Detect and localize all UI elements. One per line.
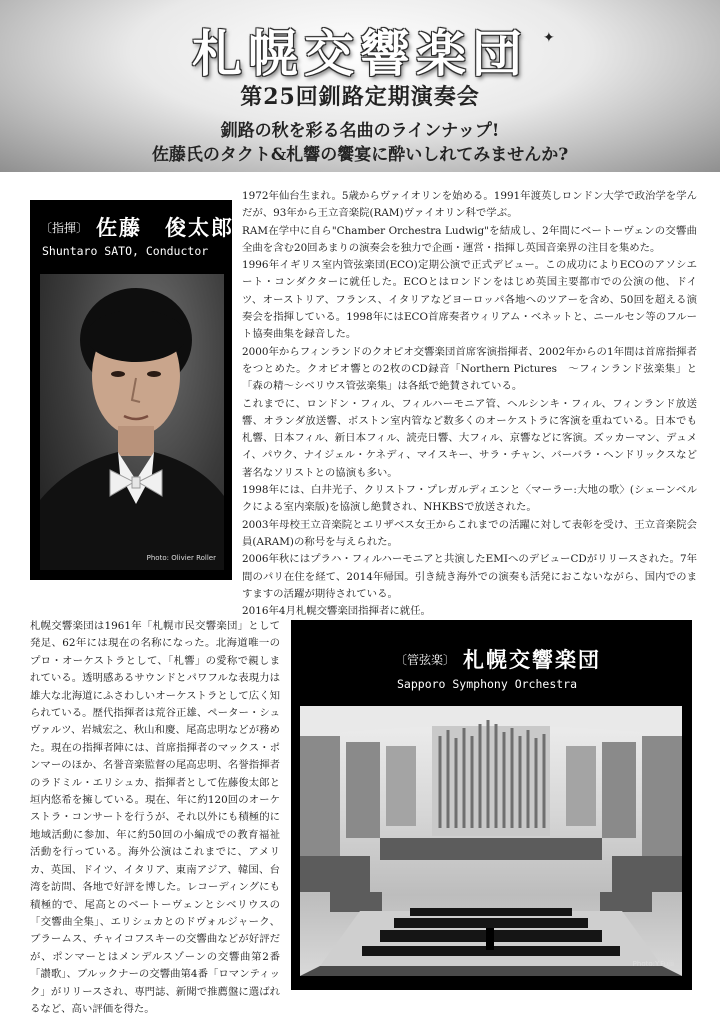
bio-paragraph: 2000年からフィンランドのクオピオ交響楽団首席客演指揮者、2002年からの1年間は首席指揮者をつとめた。クオピオ響との2枚のCD録音「Northern Pictures ～フィンランド弦楽集」と「森の精～シベリウス管弦楽集」は各紙で絶賛されている。 bbox=[242, 345, 697, 393]
orchestra-name-jp: 札幌交響楽団 bbox=[463, 647, 602, 672]
bio-paragraph: 2003年母校王立音楽院とエリザベス女王からこれまでの活躍に対して表彰を受け、王立音楽院会員(ARAM)の称号を与えられた。 bbox=[242, 518, 697, 548]
conductor-biography bbox=[242, 188, 697, 620]
bio-paragraph: 2006年秋にはプラハ・フィルハーモニアと共演したEMIへのデビューCDがリリースされた。7年間のパリ在住を経て、2014年帰国。引き続き海外での演奏も活発におこないながら、国内でのますますの活躍が期待されている。 bbox=[242, 553, 697, 600]
orchestra-panel bbox=[291, 620, 692, 990]
flyer-header bbox=[0, 0, 720, 172]
concert-hall-photo bbox=[300, 706, 682, 976]
concert-subtitle: 第25回釧路定期演奏会 bbox=[240, 84, 480, 110]
orchestra-paragraph: 札幌交響楽団は1961年「札幌市民交響楽団」として発足、62年には現在の名称になった。北海道唯一のプロ・オーケストラとして、「札響」の愛称で親しまれている。透明感あるサウンドとパワフルな表現力は雄大な北海道にふさわしいオーケストラとして広く知られている。歴代指揮者は荒谷正雄、ペーター・シュヴァルツ、岩城宏之、秋山和慶、尾高忠明などが務めた。現在の指揮者陣には、首席指揮者のマックス・ポンマーのほか、名誉音楽監督の尾高忠明、名誉指揮者のラドミル・エリシュカ、指揮者として佐藤俊太郎と垣内悠希を擁している。現在、年に約120回のオーケストラ・コンサートを行うが、それ以外にも積極的に地域活動に参加、年に約50回の小編成での教育福祉活動を行っている。海外公演はこれまでに、アメリカ、英国、ドイツ、イタリア、東南アジア、韓国、台湾を訪問、各地で好評を博した。レコーディングにも積極的で、尾高とのベートーヴェンとシベリウスの「交響曲全集」、エリシュカとのドヴォルジャーク、ブラームス、チャイコフスキーの交響曲などが好評だが、ポンマーとはメンデルスゾーンの交響曲第2番「讃歌」、ブルックナーの交響曲第4番「ロマンティック」がリリースされ、専門誌、新聞で推薦盤に選ばれるなど、高い評価を得た。 bbox=[30, 620, 280, 1015]
concert-hall-illustration bbox=[300, 706, 682, 976]
conductor-panel bbox=[30, 200, 235, 580]
conductor-name-jp: 佐藤 俊太郎 bbox=[96, 215, 235, 240]
conductor-name-en: Shuntaro SATO, Conductor bbox=[42, 244, 209, 258]
orchestra-heading bbox=[395, 644, 601, 674]
conductor-photo-credit: Photo: Olivier Roller bbox=[146, 554, 216, 562]
bio-paragraph: 1972年仙台生まれ。5歳からヴァイオリンを始める。1991年渡英しロンドン大学で政治学を学んだが、93年から王立音楽院(RAM)ヴァイオリン科で学ぶ。 bbox=[242, 190, 697, 220]
orchestra-photo-credit: Photo:Y.Fujii bbox=[632, 960, 674, 968]
conductor-photo bbox=[40, 274, 224, 570]
sparkle-icon: ✦ bbox=[543, 30, 555, 46]
orchestra-description bbox=[30, 618, 280, 1018]
conductor-heading bbox=[40, 212, 234, 242]
bio-paragraph: これまでに、ロンドン・フィル、フィルハーモニア管、ヘルシンキ・フィル、フィンランド放送響、オランダ放送響、ボストン室内管など数多くのオーケストラに客演を重ねている。日本でも札響、日本フィル、新日本フィル、読売日響、大フィル、京響などに客演。ズッカーマン、デュメイ、パウク、ナイジェル・ケネディ、マイスキー、サラ・チャン、バーバラ・ヘンドリックスなど著名なソリストとの協演も多い。 bbox=[242, 397, 697, 479]
bio-paragraph: 2016年4月札幌交響楽団指揮者に就任。 bbox=[242, 605, 431, 618]
tagline-2: 佐藤氏のタクト&札響の饗宴に酔いしれてみませんか? bbox=[151, 145, 569, 165]
bio-paragraph: RAM在学中に自ら"Chamber Orchestra Ludwig"を結成し、2年間にベートーヴェンの交響曲全曲を含む20回あまりの演奏会を独力で企画・運営・指揮し英国音楽界の注目を集めた。 bbox=[242, 224, 697, 254]
bio-paragraph: 1998年には、白井光子、クリストフ・プレガルディエンと〈マーラー:大地の歌〉(シェーンベルクによる室内楽版)を協演し絶賛され、NHKBSで放送された。 bbox=[242, 484, 697, 514]
bio-paragraph: 1996年イギリス室内管弦楽団(ECO)定期公演で正式デビュー。この成功によりECOのアソシエート・コンダクターに就任した。ECOとはロンドンをはじめ英国主要都市での公演の他、ドイツ、オーストリア、フランス、イタリアなどヨーロッパ各地へのツアーを含め、50回を超える演奏会を指揮している。1998年にはECO首席奏者ウィリアム・ベネットと、ニールセン等のフルート協奏曲集を録音した。 bbox=[242, 259, 697, 341]
conductor-role: 〔指揮〕 bbox=[40, 220, 89, 235]
conductor-portrait-illustration bbox=[40, 274, 224, 570]
orchestra-title: 札幌交響楽団 bbox=[192, 24, 528, 83]
orchestra-name-en: Sapporo Symphony Orchestra bbox=[397, 677, 578, 691]
orchestra-role: 〔管弦楽〕 bbox=[395, 652, 456, 667]
tagline-1: 釧路の秋を彩る名曲のラインナップ! bbox=[220, 121, 500, 141]
